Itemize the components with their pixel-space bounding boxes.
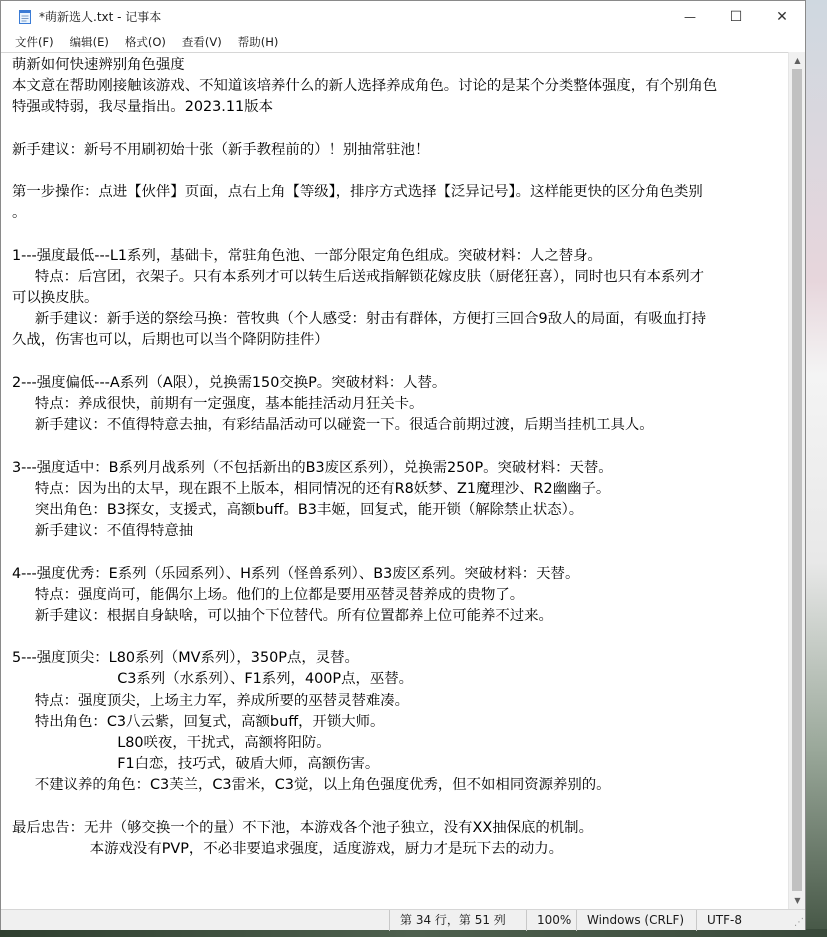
line-ending: Windows (CRLF) <box>576 910 696 931</box>
text-line <box>12 436 784 457</box>
encoding: UTF-8 <box>696 910 805 931</box>
resize-grip-icon[interactable]: ⋰ <box>794 917 804 928</box>
text-line: 特点：因为出的太早，现在跟不上版本，相同情况的还有R8妖梦、Z1魔理沙、R2幽幽子。 <box>12 480 611 497</box>
title-bar[interactable] <box>1 1 805 32</box>
scroll-down-icon[interactable]: ▼ <box>794 896 801 905</box>
text-line: 新手建议：新手送的祭绘马换：菅牧典（个人感受：射击有群体，方便打三回合9敌人的局面，有吸血打持 <box>12 311 706 328</box>
text-line: 不建议养的角色：C3芙兰，C3雷米，C3觉，以上角色强度优秀，但不如相同资源养别的。 <box>12 777 611 794</box>
text-line: 4---强度优秀：E系列（乐园系列）、H系列（怪兽系列）、B3废区系列。突破材料：天替。 <box>12 565 580 582</box>
document-text[interactable] <box>12 55 784 860</box>
desktop-background-right <box>805 0 827 937</box>
menu-format[interactable]: 格式(O) <box>124 35 166 49</box>
cursor-position: 第 34 行，第 51 列 <box>389 910 526 931</box>
close-icon: ✕ <box>776 8 788 25</box>
text-line: 突出角色：B3探女，支援式，高额buff。B3丰姬，回复式，能开锁（解除禁止状态）。 <box>12 501 584 518</box>
text-line: 新手建议：根据自身缺啥，可以抽个下位替代。所有位置都养上位可能养不过来。 <box>12 607 553 624</box>
text-line: 特出角色：C3八云紫，回复式，高额buff，开锁大师。 <box>12 713 385 730</box>
text-line: 2---强度偏低---A系列（A限），兑换需150交换P。突破材料：人替。 <box>12 374 447 391</box>
text-line: L80咲夜，干扰式，高额将阳防。 <box>12 735 331 751</box>
text-line: 。 <box>12 205 27 222</box>
menu-help[interactable]: 帮助(H) <box>237 35 279 49</box>
vertical-scrollbar[interactable] <box>788 52 805 909</box>
window-title: *萌新选人.txt - 记事本 <box>39 10 162 24</box>
text-line: 3---强度适中：B系列月战系列（不包括新出的B3废区系列），兑换需250P。突破材料：天替。 <box>12 459 613 476</box>
text-line: 本游戏没有PVP，不必非要追求强度，适度游戏，厨力才是玩下去的动力。 <box>12 840 564 857</box>
text-line: 新手建议：不值得特意抽 <box>12 523 194 540</box>
zoom-level: 100% <box>526 910 576 931</box>
text-line <box>12 542 784 563</box>
text-line: 特点：养成很快，前期有一定强度，基本能挂活动月狂关卡。 <box>12 396 424 412</box>
text-line: 新手建议：不值得特意去抽，有彩结晶活动可以碰瓷一下。很适合前期过渡，后期当挂机工具人。 <box>12 417 654 434</box>
text-line <box>12 797 784 818</box>
text-line: 1---强度最低---L1系列，基础卡，常驻角色池、一部分限定角色组成。突破材料：人之替身。 <box>12 247 602 264</box>
text-line: C3系列（水系列）、F1系列，400P点，巫替。 <box>12 671 414 688</box>
text-line <box>12 119 784 140</box>
menu-file[interactable]: 文件(F) <box>15 35 54 49</box>
menu-bar <box>1 32 805 52</box>
text-line <box>12 225 784 246</box>
notepad-icon <box>17 9 33 25</box>
text-line: 5---强度顶尖：L80系列（MV系列），350P点，灵替。 <box>12 650 359 667</box>
maximize-button[interactable] <box>713 1 759 32</box>
scroll-up-icon[interactable]: ▲ <box>794 56 801 65</box>
text-editor[interactable] <box>1 52 788 909</box>
text-line: 特点：强度顶尖，上场主力军，养成所要的巫替灵替难凑。 <box>12 692 410 709</box>
text-line: F1白恋，技巧式，破盾大师，高额伤害。 <box>12 756 380 773</box>
text-line: 新手建议：新号不用刷初始十张（新手教程前的）！别抽常驻池！ <box>12 141 430 158</box>
window-controls <box>667 1 805 32</box>
menu-view[interactable]: 查看(V) <box>181 35 222 49</box>
text-line: 久战，伤害也可以，后期也可以当个降阴防挂件） <box>12 332 329 349</box>
text-line: 最后忠告：无井（够交换一个的量）不下池，本游戏各个池子独立，没有XX抽保底的机制。 <box>12 819 593 836</box>
close-button[interactable] <box>759 1 805 32</box>
status-bar <box>1 909 805 930</box>
text-line: 可以换皮肤。 <box>12 290 99 307</box>
text-line <box>12 161 784 182</box>
text-line <box>12 352 784 373</box>
text-line <box>12 627 784 648</box>
text-line: 特点：后宫团，衣架子。只有本系列才可以转生后送戒指解锁花嫁皮肤（厨佬狂喜），同时也只有本系列才 <box>12 268 705 285</box>
menu-edit[interactable]: 编辑(E) <box>69 35 109 49</box>
text-line: 特点：强度尚可，能偶尔上场。他们的上位都是要用巫替灵替养成的贵物了。 <box>12 586 525 603</box>
minimize-icon: — <box>684 9 696 24</box>
text-line: 本文意在帮助刚接触该游戏、不知道该培养什么的新人选择养成角色。讨论的是某个分类整体强度，有个别角色 <box>12 78 718 95</box>
text-line: 特强或特弱，我尽量指出。2023.11版本 <box>12 99 273 116</box>
maximize-icon: ☐ <box>729 8 743 25</box>
minimize-button[interactable] <box>667 1 713 32</box>
text-line: 第一步操作：点进【伙伴】页面，点右上角【等级】，排序方式选择【泛异记号】。这样能更快的区分角色类别 <box>12 184 703 201</box>
text-line: 萌新如何快速辨别角色强度 <box>12 57 185 73</box>
scroll-thumb[interactable] <box>792 69 802 891</box>
